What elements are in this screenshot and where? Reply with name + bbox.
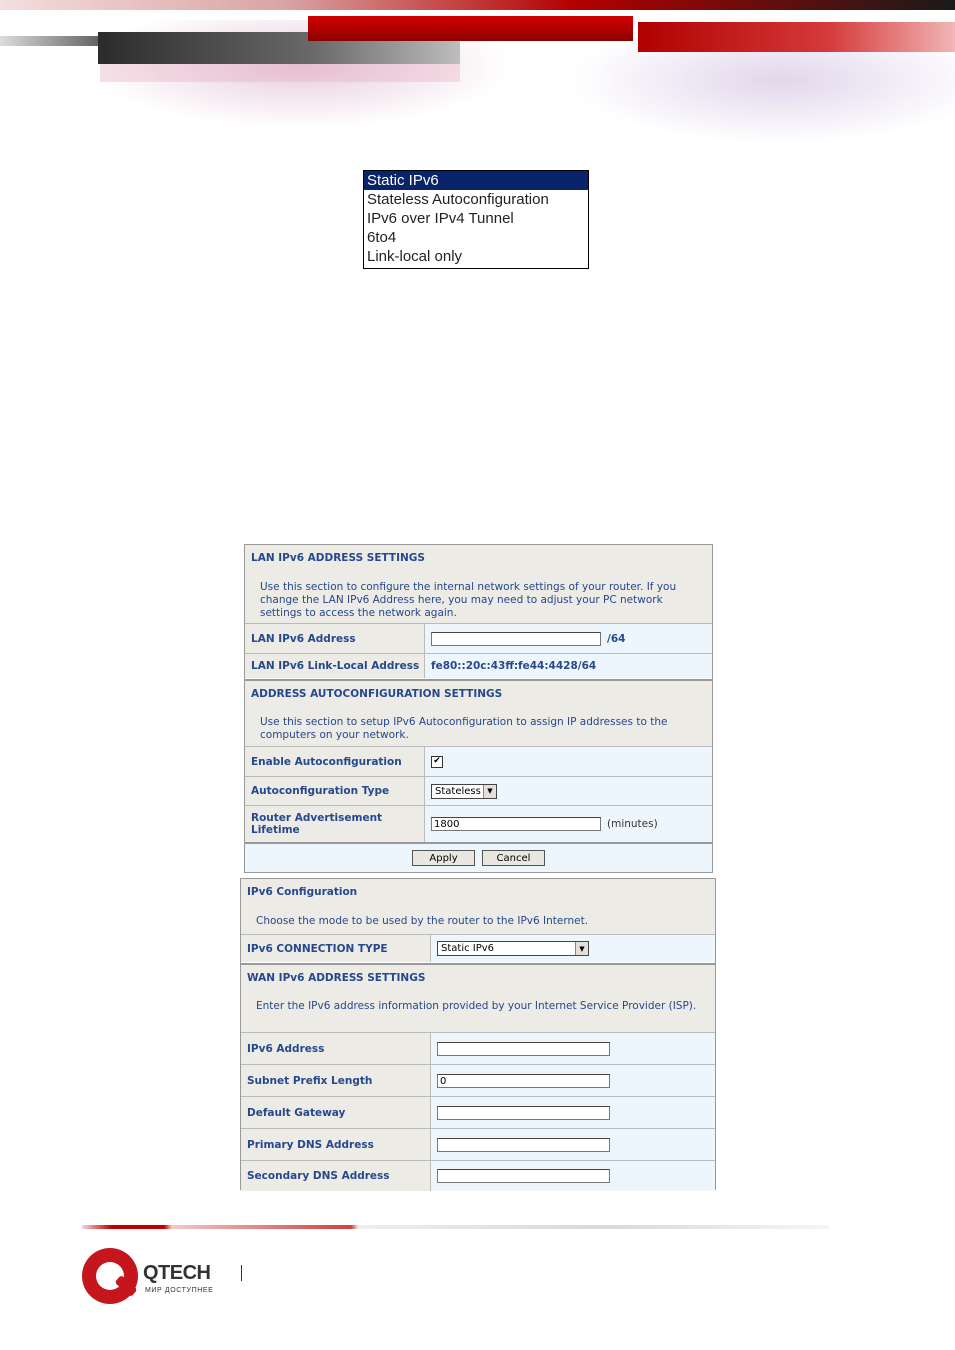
- default-gateway-row: [241, 1097, 715, 1129]
- autoconf-type-row: [245, 777, 712, 806]
- listbox-option-stateless[interactable]: Stateless Autoconfiguration: [367, 191, 549, 208]
- listbox-option-ipv6-over-ipv4[interactable]: IPv6 over IPv4 Tunnel: [367, 210, 514, 227]
- lifetime-unit: (minutes): [607, 818, 658, 830]
- enable-autoconf-row: [245, 747, 712, 777]
- listbox-option-link-local[interactable]: Link-local only: [367, 248, 463, 265]
- connection-type-value: Static IPv6: [441, 943, 495, 954]
- default-gateway-label: Default Gateway: [241, 1097, 431, 1128]
- cancel-button[interactable]: Cancel: [482, 850, 545, 866]
- banner-top-stripe: [0, 0, 955, 10]
- primary-dns-label: Primary DNS Address: [241, 1129, 431, 1160]
- connection-type-select[interactable]: [437, 941, 589, 956]
- wan-ipv6-panel: [240, 964, 716, 1190]
- wan-ipv6-address-label: IPv6 Address: [241, 1033, 431, 1064]
- connection-type-listbox[interactable]: [363, 170, 589, 269]
- lan-address-row: [245, 624, 712, 654]
- qtech-logo-icon: [82, 1248, 138, 1304]
- lan-link-local-label: LAN IPv6 Link-Local Address: [245, 654, 425, 678]
- subnet-prefix-label: Subnet Prefix Length: [241, 1065, 431, 1096]
- lan-link-local-row: [245, 654, 712, 678]
- lifetime-row: [245, 806, 712, 842]
- ipv6-config-title: IPv6 Configuration: [247, 886, 358, 898]
- enable-autoconf-checkbox[interactable]: ✔: [431, 756, 443, 768]
- secondary-dns-input[interactable]: [437, 1169, 610, 1183]
- chevron-down-icon: ▼: [483, 785, 496, 798]
- lan-section-description: Use this section to configure the internal network settings of your router. If you change the LAN IPv6 Address here, you may need to adjust your PC network settings to access the network again.: [260, 581, 677, 619]
- autoconf-panel: [244, 680, 713, 843]
- autoconf-section-header: [245, 681, 712, 747]
- header-banner: [0, 0, 955, 150]
- autoconf-type-select[interactable]: [431, 784, 497, 799]
- wan-ipv6-address-row: [241, 1033, 715, 1065]
- footer-brand: QTECH: [143, 1262, 211, 1284]
- chevron-down-icon: ▼: [575, 942, 588, 955]
- subnet-prefix-input[interactable]: 0: [437, 1074, 610, 1088]
- ipv6-config-header: [241, 879, 715, 935]
- lan-address-label: LAN IPv6 Address: [245, 624, 425, 653]
- apply-button[interactable]: Apply: [412, 850, 475, 866]
- lifetime-label: Router Advertisement Lifetime: [245, 806, 425, 842]
- wan-section-title: WAN IPv6 ADDRESS SETTINGS: [247, 972, 426, 984]
- banner-red-bar: [308, 16, 633, 41]
- autoconf-type-label: Autoconfiguration Type: [245, 777, 425, 805]
- footer-slogan: МИР ДОСТУПНЕЕ: [145, 1287, 214, 1294]
- banner-pink-band: [100, 64, 460, 82]
- primary-dns-input[interactable]: [437, 1138, 610, 1152]
- footer-divider: [82, 1225, 829, 1229]
- action-buttons-panel: [244, 843, 713, 873]
- banner-gray-bar: [0, 36, 110, 46]
- banner-red-bar-right: [638, 22, 955, 52]
- connection-type-row: [241, 935, 715, 962]
- autoconf-type-value: Stateless: [435, 785, 481, 797]
- ipv6-config-description: Choose the mode to be used by the router to the IPv6 Internet.: [256, 915, 589, 927]
- default-gateway-input[interactable]: [437, 1106, 610, 1120]
- lan-address-input[interactable]: [431, 632, 601, 646]
- lan-ipv6-panel: [244, 544, 713, 680]
- ipv6-config-panel: [240, 878, 716, 964]
- lan-section-header: [245, 545, 712, 624]
- secondary-dns-row: [241, 1161, 715, 1191]
- primary-dns-row: [241, 1129, 715, 1161]
- lan-link-local-value: fe80::20c:43ff:fe44:4428/64: [425, 654, 712, 678]
- autoconf-section-title: ADDRESS AUTOCONFIGURATION SETTINGS: [251, 688, 503, 700]
- lifetime-input[interactable]: 1800: [431, 817, 601, 831]
- enable-autoconf-label: Enable Autoconfiguration: [245, 747, 425, 776]
- listbox-option-6to4[interactable]: 6to4: [367, 229, 397, 246]
- listbox-option-static-ipv6[interactable]: Static IPv6: [364, 171, 588, 190]
- lan-prefix-suffix: /64: [607, 632, 626, 645]
- wan-ipv6-address-input[interactable]: [437, 1042, 610, 1056]
- wan-section-description: Enter the IPv6 address information provided by your Internet Service Provider (ISP).: [256, 1000, 697, 1012]
- subnet-prefix-row: [241, 1065, 715, 1097]
- wan-section-header: [241, 965, 715, 1033]
- secondary-dns-label: Secondary DNS Address: [241, 1161, 431, 1191]
- footer-separator: [241, 1265, 242, 1281]
- lan-section-title: LAN IPv6 ADDRESS SETTINGS: [251, 552, 425, 564]
- autoconf-section-description: Use this section to setup IPv6 Autoconfiguration to assign IP addresses to the computers on your network.: [260, 716, 668, 741]
- connection-type-label: IPv6 CONNECTION TYPE: [241, 935, 431, 962]
